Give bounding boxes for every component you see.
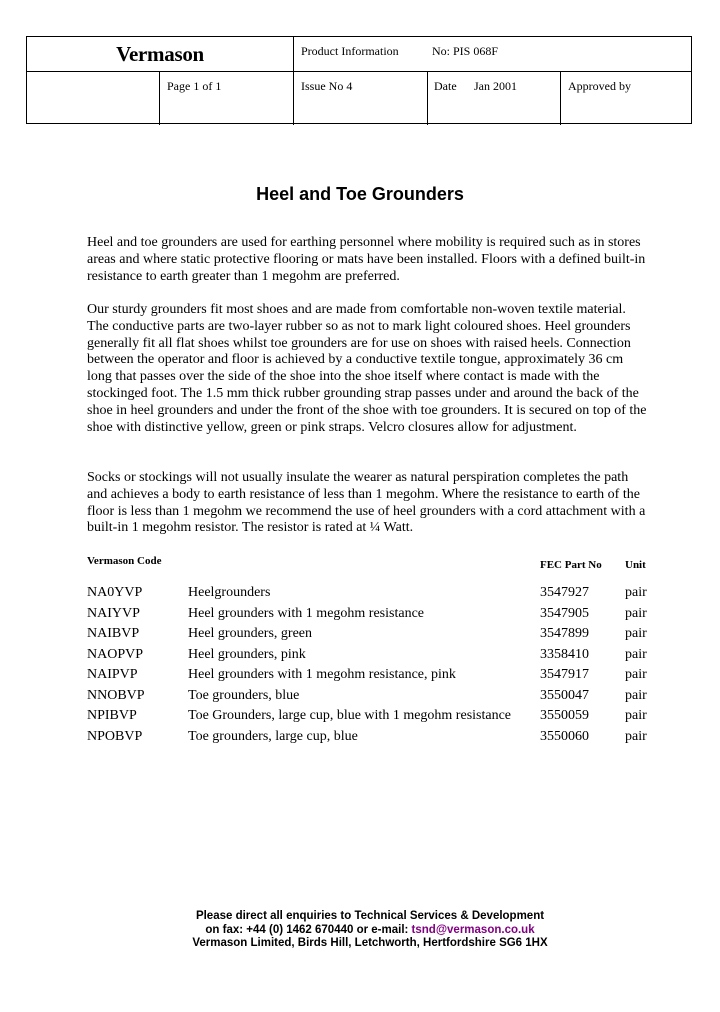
email-link[interactable]: tsnd@vermason.co.uk bbox=[411, 923, 535, 936]
cell-fec: 3547905 bbox=[540, 606, 589, 621]
col-header-unit: Unit bbox=[625, 559, 646, 571]
cell-fec: 3550060 bbox=[540, 729, 589, 744]
cell-unit: pair bbox=[625, 708, 647, 723]
cell-fec: 3547927 bbox=[540, 585, 589, 600]
cell-description: Heel grounders with 1 megohm resistance, pink bbox=[188, 667, 456, 682]
table-row bbox=[0, 708, 720, 728]
cell-code: NNOBVP bbox=[87, 688, 145, 703]
table-row bbox=[0, 606, 720, 626]
cell-unit: pair bbox=[625, 729, 647, 744]
doc-type: Product Information bbox=[301, 44, 399, 58]
paragraph-resistance: Socks or stockings will not usually insulate the wearer as natural perspiration completes the path and achieves a body to earth resistance of less than 1 megohm. Where the resistance to earth of the floor is less than 1 megohm we recommend the use of heel grounders with a cord attachment with a built-in 1 megohm resistor. The resistor is rated at ¼ Watt. bbox=[87, 470, 646, 536]
cell-code: NAIYVP bbox=[87, 606, 140, 621]
cell-code: NA0YVP bbox=[87, 585, 143, 600]
table-row bbox=[0, 688, 720, 708]
header-col-divider bbox=[293, 37, 294, 125]
date-value: Jan 2001 bbox=[474, 79, 517, 93]
table-row bbox=[0, 667, 720, 687]
header-col-divider bbox=[159, 71, 160, 125]
cell-description: Heelgrounders bbox=[188, 585, 271, 600]
cell-description: Heel grounders, green bbox=[188, 626, 313, 641]
cell-code: NPIBVP bbox=[87, 708, 137, 723]
cell-code: NAOPVP bbox=[87, 647, 144, 662]
contact-footer bbox=[0, 910, 720, 951]
cell-unit: pair bbox=[625, 626, 647, 641]
cell-unit: pair bbox=[625, 606, 647, 621]
footer-fax: on fax: +44 (0) 1462 670440 or e-mail: bbox=[205, 923, 412, 936]
table-row bbox=[0, 585, 720, 605]
cell-description: Toe Grounders, large cup, blue with 1 megohm resistance bbox=[188, 708, 512, 723]
col-header-fec: FEC Part No bbox=[540, 559, 602, 571]
cell-unit: pair bbox=[625, 647, 647, 662]
footer-enquiries: Please direct all enquiries to Technical Services & Development bbox=[195, 910, 545, 922]
table-row bbox=[0, 647, 720, 667]
doc-number: No: PIS 068F bbox=[432, 44, 499, 58]
cell-code: NAIPVP bbox=[87, 667, 138, 682]
header-row-divider bbox=[27, 71, 691, 72]
approved-by: Approved by bbox=[568, 79, 631, 93]
page-title: Heel and Toe Grounders bbox=[256, 184, 464, 204]
header-col-divider bbox=[560, 71, 561, 125]
cell-description: Toe grounders, blue bbox=[188, 688, 300, 703]
paragraph-intro: Heel and toe grounders are used for earthing personnel where mobility is required such as in stores areas and where static protective flooring or mats have been installed. Floors with a defined built-in resistance to earth greater than 1 megohm are preferred. bbox=[87, 235, 646, 284]
cell-description: Heel grounders, pink bbox=[188, 647, 306, 662]
cell-fec: 3547899 bbox=[540, 626, 589, 641]
cell-fec: 3550059 bbox=[540, 708, 589, 723]
cell-unit: pair bbox=[625, 667, 647, 682]
cell-description: Toe grounders, large cup, blue bbox=[188, 729, 358, 744]
cell-fec: 3547917 bbox=[540, 667, 589, 682]
paragraph-description: Our sturdy grounders fit most shoes and are made from comfortable non-woven textile material. The conductive parts are two-layer rubber so as not to mark light coloured shoes. Heel grounders generally fit all flat shoes whilst toe grounders are for use on shoes with raised heels. Connection between the operator and floor is achieved by a conductive textile tongue, approximately 36 cm long that passes over the side of the shoe into the shoe itself where contact is made with the stockinged foot. The 1.5 mm thick rubber grounding strap passes under and around the back of the shoe in heel grounders and under the front of the shoe with toe grounders. It is secured on top of the shoe with distinctive yellow, green or pink straps. Velcro closures allow for adjustment. bbox=[87, 302, 647, 435]
brand-logo: Vermason bbox=[116, 41, 204, 66]
document-header-table bbox=[26, 36, 692, 124]
cell-description: Heel grounders with 1 megohm resistance bbox=[188, 606, 424, 621]
footer-address: Vermason Limited, Birds Hill, Letchworth, Hertfordshire SG6 1HX bbox=[192, 937, 548, 949]
cell-fec: 3550047 bbox=[540, 688, 589, 703]
issue-number: Issue No 4 bbox=[301, 79, 353, 93]
table-row bbox=[0, 729, 720, 749]
cell-unit: pair bbox=[625, 585, 647, 600]
header-col-divider bbox=[427, 71, 428, 125]
table-row bbox=[0, 626, 720, 646]
cell-fec: 3358410 bbox=[540, 647, 589, 662]
date-label: Date bbox=[434, 79, 457, 93]
col-header-code: Vermason Code bbox=[87, 555, 162, 567]
page-indicator: Page 1 of 1 bbox=[167, 79, 222, 93]
cell-code: NPOBVP bbox=[87, 729, 143, 744]
cell-unit: pair bbox=[625, 688, 647, 703]
cell-code: NAIBVP bbox=[87, 626, 140, 641]
footer-contact bbox=[0, 924, 720, 938]
